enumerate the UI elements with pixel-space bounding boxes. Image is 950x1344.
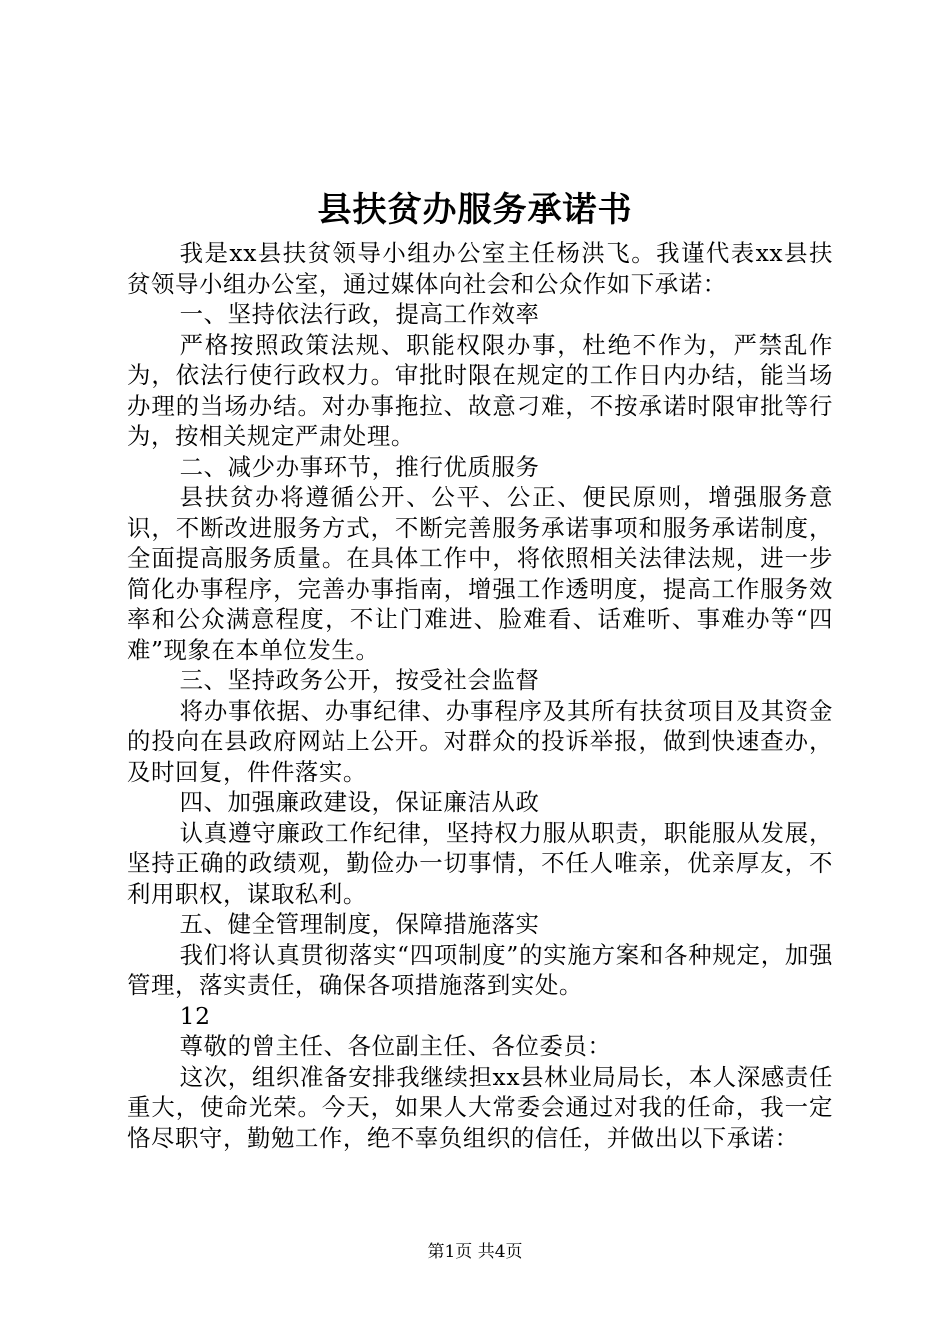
page-footer: 第1页 共4页 bbox=[427, 1242, 523, 1262]
intro-paragraph: 我是xx县扶贫领导小组办公室主任杨洪飞。我谨代表xx县扶贫领导小组办公室，通过媒体向社会和公众作如下承诺： bbox=[127, 239, 833, 298]
pledge-paragraph: 这次，组织准备安排我继续担xx县林业局局长，本人深感责任重大，使命光荣。今天，如果人大常委会通过对我的任命，我一定恪尽职守，勤勉工作，绝不辜负组织的信任，并做出以下承诺： bbox=[127, 1062, 833, 1152]
document-body bbox=[127, 238, 833, 1153]
salutation: 尊敬的曾主任、各位副主任、各位委员： bbox=[179, 1032, 612, 1060]
section-body-2: 县扶贫办将遵循公开、公平、公正、便民原则，增强服务意识，不断改进服务方式，不断完善服务承诺事项和服务承诺制度，全面提高服务质量。在具体工作中，将依照相关法律法规，进一步简化办事程序，完善办事指南，增强工作透明度，提高工作服务效率和公众满意程度，不让门难进、脸难看、话难听、事难办等“四难”现象在本单位发生。 bbox=[127, 483, 833, 664]
section-heading-5: 五、健全管理制度，保障措施落实 bbox=[179, 910, 540, 938]
section-body-4: 认真遵守廉政工作纪律，坚持权力服从职责，职能服从发展，坚持正确的政绩观，勤俭办一切事情，不任人唯亲，优亲厚友，不利用职权，谋取私利。 bbox=[127, 818, 833, 908]
section-body-3: 将办事依据、办事纪律、办事程序及其所有扶贫项目及其资金的投向在县政府网站上公开。对群众的投诉举报，做到快速查办，及时回复，件件落实。 bbox=[127, 696, 833, 786]
section-heading-3: 三、坚持政务公开，按受社会监督 bbox=[179, 666, 540, 694]
section-heading-4: 四、加强廉政建设，保证廉洁从政 bbox=[179, 788, 540, 816]
section-body-1: 严格按照政策法规、职能权限办事，杜绝不作为，严禁乱作为，依法行使行政权力。审批时限在规定的工作日内办结，能当场办理的当场办结。对办事拖拉、故意刁难，不按承诺时限审批等行为，按相关规定严肃处理。 bbox=[127, 330, 833, 450]
section-heading-1: 一、坚持依法行政，提高工作效率 bbox=[179, 300, 540, 328]
separator-number: 12 bbox=[179, 1001, 211, 1030]
document-title: 县扶贫办服务承诺书 bbox=[317, 190, 633, 230]
section-body-5: 我们将认真贯彻落实“四项制度”的实施方案和各种规定，加强管理，落实责任，确保各项措施落到实处。 bbox=[127, 940, 833, 999]
section-heading-2: 二、减少办事环节，推行优质服务 bbox=[179, 452, 540, 481]
